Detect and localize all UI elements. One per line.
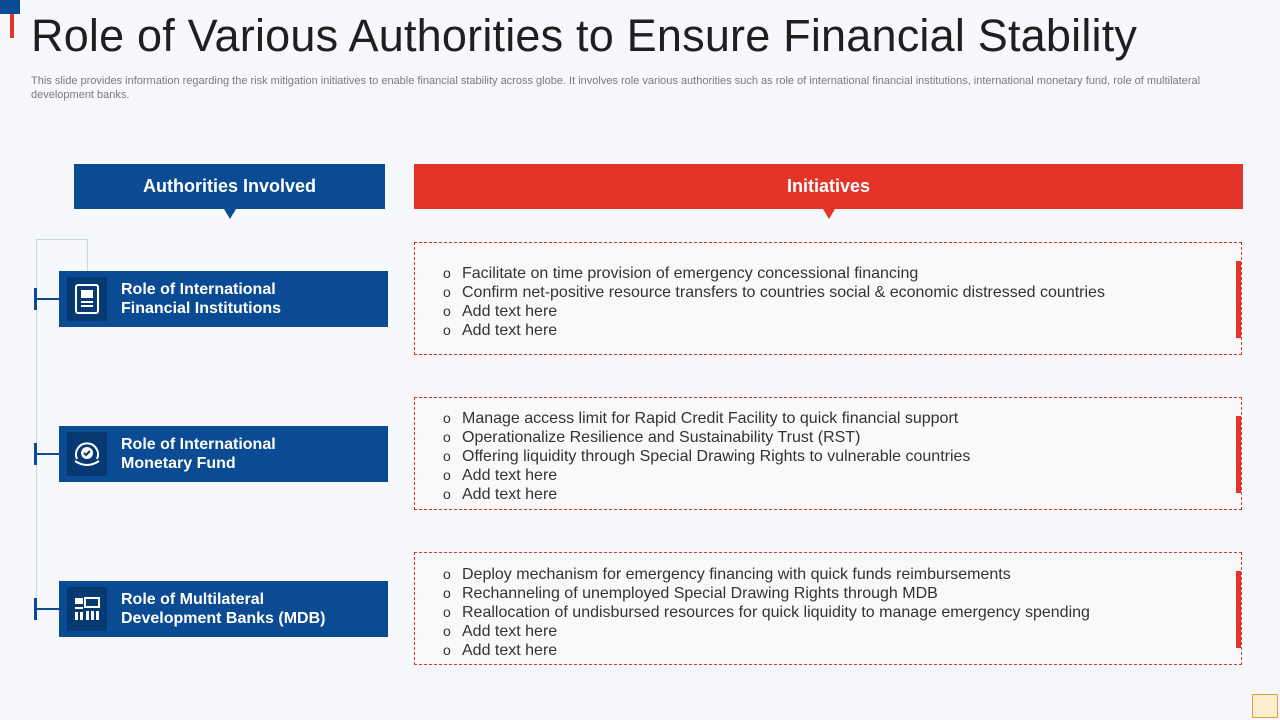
initiatives-accent-bar xyxy=(1236,416,1241,493)
initiative-item: o Deploy mechanism for emergency financing with quick funds reimbursements xyxy=(443,565,1090,584)
initiatives-list xyxy=(443,565,1090,660)
initiatives-list xyxy=(443,409,970,504)
initiative-item: o Confirm net-positive resource transfers to countries social & economic distressed countries xyxy=(443,283,1105,302)
coin-check-icon xyxy=(67,432,107,476)
initiative-item: o Add text here xyxy=(443,302,1105,321)
page-title: Role of Various Authorities to Ensure Financial Stability xyxy=(31,10,1138,61)
initiative-item: o Add text here xyxy=(443,622,1090,641)
corner-mark xyxy=(0,0,20,14)
initiative-item: o Offering liquidity through Special Drawing Rights to vulnerable countries xyxy=(443,447,970,466)
initiatives-list xyxy=(443,264,1105,340)
authority-label: Role of International Monetary Fund xyxy=(121,436,276,472)
initiative-item: o Reallocation of undisbursed resources for quick liquidity to manage emergency spending xyxy=(443,603,1090,622)
connector-3 xyxy=(35,608,59,610)
authorities-header xyxy=(74,164,385,209)
connector-2 xyxy=(35,453,59,455)
tree-top-line xyxy=(36,239,87,240)
authority-label: Role of International Financial Institutions xyxy=(121,281,282,317)
initiatives-accent-bar xyxy=(1236,571,1241,648)
initiatives-box-ifi xyxy=(414,242,1242,355)
initiative-item: o Rechanneling of unemployed Special Drawing Rights through MDB xyxy=(443,584,1090,603)
initiative-item: o Add text here xyxy=(443,321,1105,340)
initiatives-header xyxy=(414,164,1243,209)
page-subtitle: This slide provides information regarding the risk mitigation initiatives to enable financial stability across globe. It involves role various authorities such as role of international financial institutions, international monetary fund, role of multilateral development banks. xyxy=(31,75,1201,101)
page-corner-marker xyxy=(1252,694,1278,718)
initiative-item: o Add text here xyxy=(443,485,970,504)
tree-top-drop xyxy=(87,239,88,271)
initiative-item: o Add text here xyxy=(443,641,1090,660)
initiative-item: o Manage access limit for Rapid Credit Facility to quick financial support xyxy=(443,409,970,428)
authority-box-imf xyxy=(59,426,388,482)
initiatives-header-notch xyxy=(823,209,835,219)
bank-document-icon xyxy=(67,277,107,321)
initiatives-header-label: Initiatives xyxy=(786,176,871,196)
connector-1 xyxy=(35,298,59,300)
initiatives-accent-bar xyxy=(1236,261,1241,338)
initiatives-box-imf xyxy=(414,397,1242,510)
authority-label: Role of Multilateral Development Banks (MDB) xyxy=(121,591,326,627)
initiative-item: o Operationalize Resilience and Sustainability Trust (RST) xyxy=(443,428,970,447)
initiatives-box-mdb xyxy=(414,552,1242,665)
authorities-header-label: Authorities Involved xyxy=(142,176,317,196)
authority-box-ifi xyxy=(59,271,388,327)
authority-box-mdb xyxy=(59,581,388,637)
initiative-item: o Facilitate on time provision of emergency concessional financing xyxy=(443,264,1105,283)
corner-accent xyxy=(10,14,14,38)
initiative-item: o Add text here xyxy=(443,466,970,485)
bank-building-icon xyxy=(67,587,107,631)
authorities-header-notch xyxy=(224,209,236,219)
